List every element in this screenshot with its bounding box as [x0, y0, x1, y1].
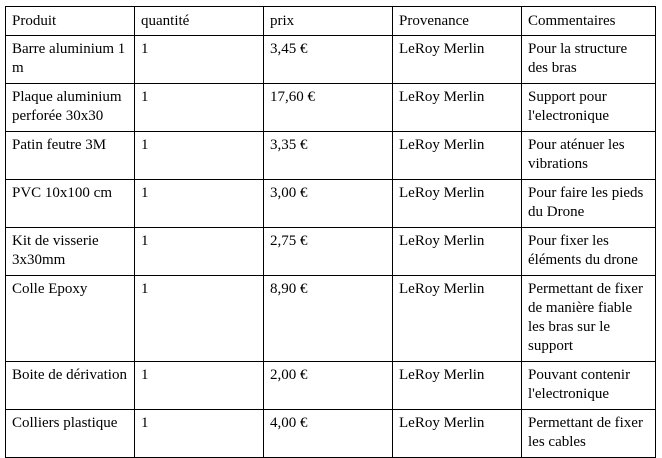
- header-row: [6, 7, 656, 36]
- table-header: [6, 7, 656, 36]
- cell-quantite: 1: [135, 276, 264, 362]
- cell-provenance: LeRoy Merlin: [393, 228, 522, 276]
- cell-prix: 17,60 €: [264, 84, 393, 132]
- cell-quantite: 1: [135, 362, 264, 410]
- table-row: [6, 228, 656, 276]
- cell-provenance: LeRoy Merlin: [393, 180, 522, 228]
- product-table: [5, 6, 656, 458]
- table-row: [6, 132, 656, 180]
- cell-prix: 2,00 €: [264, 362, 393, 410]
- table-row: [6, 36, 656, 84]
- cell-quantite: 1: [135, 84, 264, 132]
- header-quantite: quantité: [135, 7, 264, 36]
- cell-commentaires: Pouvant contenir l'electronique: [522, 362, 656, 410]
- cell-produit: Colle Epoxy: [6, 276, 135, 362]
- cell-commentaires: Permettant de fixer de manière fiable les bras sur le support: [522, 276, 656, 362]
- cell-produit: Kit de visserie 3x30mm: [6, 228, 135, 276]
- table-row: [6, 180, 656, 228]
- table-body: [6, 36, 656, 458]
- cell-commentaires: Pour fixer les éléments du drone: [522, 228, 656, 276]
- table-row: [6, 84, 656, 132]
- cell-commentaires: Pour la structure des bras: [522, 36, 656, 84]
- cell-produit: Barre aluminium 1 m: [6, 36, 135, 84]
- header-produit: Produit: [6, 7, 135, 36]
- header-commentaires: Commentaires: [522, 7, 656, 36]
- cell-quantite: 1: [135, 228, 264, 276]
- cell-produit: Colliers plastique: [6, 410, 135, 458]
- cell-quantite: 1: [135, 132, 264, 180]
- cell-provenance: LeRoy Merlin: [393, 410, 522, 458]
- cell-produit: Plaque aluminium perforée 30x30: [6, 84, 135, 132]
- header-prix: prix: [264, 7, 393, 36]
- cell-prix: 2,75 €: [264, 228, 393, 276]
- cell-commentaires: Permettant de fixer les cables: [522, 410, 656, 458]
- cell-provenance: LeRoy Merlin: [393, 84, 522, 132]
- cell-provenance: LeRoy Merlin: [393, 36, 522, 84]
- table-row: [6, 362, 656, 410]
- cell-prix: 3,45 €: [264, 36, 393, 84]
- cell-commentaires: Pour faire les pieds du Drone: [522, 180, 656, 228]
- cell-commentaires: Pour aténuer les vibrations: [522, 132, 656, 180]
- cell-produit: Boite de dérivation: [6, 362, 135, 410]
- cell-prix: 8,90 €: [264, 276, 393, 362]
- cell-quantite: 1: [135, 36, 264, 84]
- cell-provenance: LeRoy Merlin: [393, 132, 522, 180]
- table-row: [6, 410, 656, 458]
- cell-produit: Patin feutre 3M: [6, 132, 135, 180]
- cell-provenance: LeRoy Merlin: [393, 362, 522, 410]
- cell-prix: 3,00 €: [264, 180, 393, 228]
- cell-provenance: LeRoy Merlin: [393, 276, 522, 362]
- cell-prix: 3,35 €: [264, 132, 393, 180]
- cell-prix: 4,00 €: [264, 410, 393, 458]
- cell-commentaires: Support pour l'electronique: [522, 84, 656, 132]
- table-row: [6, 276, 656, 362]
- cell-quantite: 1: [135, 410, 264, 458]
- header-provenance: Provenance: [393, 7, 522, 36]
- cell-quantite: 1: [135, 180, 264, 228]
- cell-produit: PVC 10x100 cm: [6, 180, 135, 228]
